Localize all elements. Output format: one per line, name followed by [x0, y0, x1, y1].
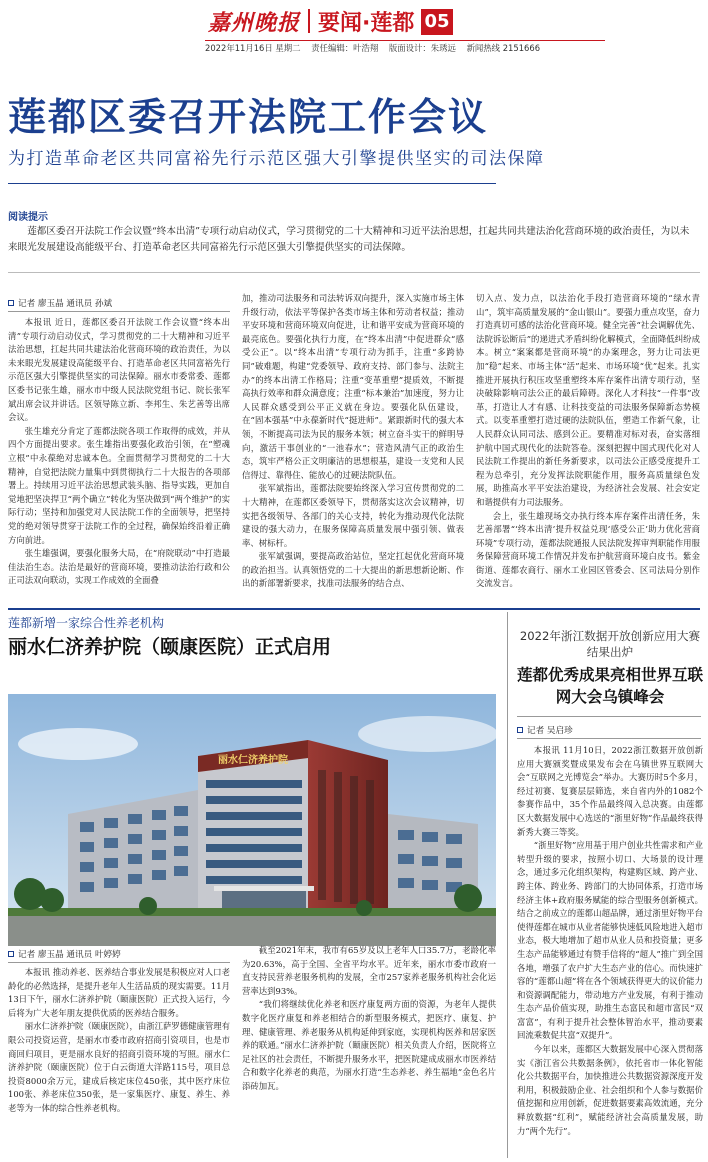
byline-rule — [8, 311, 230, 312]
paragraph: “浙里好物”应用基于用户创业共性需求和产业转型升级的要求，按照小切口、大场景的设计理念，通过多元化组织架构，构建购区域、跨产业、跨主体、跨业务、跨部门的大协同体系，打造市场经济主体+政府服务赋能的综合型服务创新模式。结合之前成立的莲都山超品牌，通过浙里好物平台使得莲都在城市从业者能够快速低风险地进入超市业态，极大地增加了超市从业人员和投资量；更多生态产品能够通过有赞手信将的“超人”推广到全国各地，增强了农户扩大生态产业的信心。而快速扩容的“莲都山超”将在各个领域获得更大的议价能力和资源调配能力，带动地方产业发展，有利于推动生态产品价值实现，助推生态富民和超市富民“双富富”，有利于提升社会整体智治水平，推动要素回流乘数促共富“双提升”。 — [517, 840, 703, 1041]
story2-kicker: 莲都新增一家综合性养老机构 — [8, 616, 165, 630]
paragraph: 切入点、发力点，以法治化手段打造营商环境的“绿水青山”，筑牢高质量发展的“金山银山”。要强力重点攻坚，奋力打造真切可感的法治化营商环境。健全完善“社会调解优先、法院诉讼断后”的递进式矛盾纠纷化解模式，全面降低纠纷成本。树立“案案都是营商环境”的办案理念，努力让司法更加“稳”起来、市场主体“活”起来、市场环境“优”起来。扎实推进开展执行积压攻坚重塑终本库存案件出清专项行动，坚决破除影响司法公正的最后障碍。深化人才科技“一件事”改革，打造让人才有感、让科技变益的司法服务保障新态势模式。以变革重塑打造过硬的法院队伍，塑造工作新气象，让人民群众认同司法、感到公正。要精准对标对表，奋实落细护航中国式现代化的法院答卷。深刻把握中国式现代化对人民法院工作提出的新任务新要求，以司法公正感受度提升工程为总牵引，充分发挥法院职能作用，服务高质量绿色发展，助推高水平平安法治建设，为经济社会发展、社会安定和谐提供有力司法服务。 — [476, 293, 700, 507]
story3-column — [517, 744, 703, 1158]
story2-column-1 — [8, 966, 230, 1158]
masthead-brand — [208, 6, 414, 36]
story3-kicker: 2022年浙江数据开放创新应用大赛结果出炉 — [519, 629, 701, 659]
section-title: 要闻·莲都 — [318, 10, 415, 36]
paragraph: 今年以来，莲都区大数据发展中心深入贯彻落实《浙江省公共数据条例》，依托省市一体化智能化公共数据平台，加快推进公共数据资源深度开发利用，积极鼓励企业、社会组织和个人参与数据价值挖掘和应用创新，促进数据要素高效流通，充分释放数据“红利”，赋能经济社会高质量发展，助力“两个先行”。 — [517, 1044, 703, 1136]
designer-credit: 版面设计：朱琇远 — [388, 43, 456, 53]
paragraph: 张军斌指出，莲都法院要始终深入学习宣传贯彻党的二十大精神，在莲都区委领导下，贯彻落实这次会议精神，切实把各级领导、各部门的关心支持，转化为推动现代化法院建设的强大动力，在服务保障高质量发展中强引领、做表率、树标杆。 — [242, 483, 464, 548]
story1-subhead: 为打造革命老区共同富裕先行示范区强大引擎提供坚实的司法保障 — [8, 149, 545, 169]
masthead-divider — [308, 9, 310, 33]
lead-label: 阅读提示 — [8, 212, 48, 223]
lead-text: 莲都区委召开法院工作会议暨“终本出清”专项行动启动仪式，学习贯彻党的二十大精神和习近平法治思想，扛起共同共建法治化营商环境的政治责任，为以未来眼光发展建设高能级平台、打造革命老区共同富裕先行示范区强大引擎提供坚实的司法保障。 — [8, 226, 690, 253]
masthead-rule — [205, 40, 605, 41]
story2-column-2 — [242, 944, 496, 1158]
masthead-info — [205, 42, 548, 54]
story2-headline: 丽水仁济养护院（颐康医院）正式启用 — [8, 636, 332, 658]
story3-byline — [517, 724, 573, 736]
story2-byline — [8, 948, 121, 960]
column-divider — [507, 612, 508, 1158]
byline-rule — [8, 962, 230, 963]
lead-rule — [8, 272, 700, 273]
story3-headline: 莲都优秀成果亮相世界互联网大会乌镇峰会 — [517, 666, 704, 706]
paragraph: 加，推动司法服务和司法转诉双向提升，深入实施市场主体升级行动，依法平等保护各类市场主体和劳动者权益；推动平安环境和营商环境双向促进，让和谐平安成为营商环境的最亮底色。要强化执行力度，在“终本出清”中促进群众“感受公正”。以“终本出清”专项行动为抓手，注重“多跨协同”破难题，构建“党委领导、政府支持、部门参与、法院主办”的终本出清工作格局；注重“变革重塑”提质效，不断提高执行效率和群众满意度；注重“标本兼治”加速度，努力让人民群众感受到公平正义就在身边。要强化队伍建设，在“固本强基”中永葆新时代“挺进师”。紧跟新时代的强大本领，不断提高司法为民的服务本领；树立奋斗实干的鲜明导向，激活干事创业的“一池春水”；营造风清气正的政治生态，筑牢严格公正文明廉洁的思想根基，建设一支党和人民信得过、靠得住、能放心的过硬法院队伍。 — [242, 293, 464, 480]
editor-credit: 责任编辑：叶浩翔 — [311, 43, 379, 53]
headline-rule — [8, 183, 496, 184]
page-number: 05 — [421, 9, 453, 35]
byline-square-icon — [8, 300, 14, 306]
headline-rule — [517, 716, 701, 717]
paragraph: 本报讯 11月10日，2022浙江数据开放创新应用大赛颁奖暨成果发布会在乌镇世界互联网大会“互联网之光博览会”举办。大赛历时5个多月，经过初赛、复赛层层筛选，来自省内外的1082个参赛作品中，35个作品最终闯入总决赛。由莲都区大数据发展中心选送的“浙里好物”作品最终获得新秀大赛三等奖。 — [517, 745, 703, 837]
newspaper-logo: 嘉州晚报 — [208, 9, 301, 36]
story2-byline-text: 记者 廖玉晶 通讯员 叶婷婷 — [18, 950, 121, 960]
paragraph: 丽水仁济养护院（颐康医院），由浙江萨罗德健康管理有限公司投资运营，是丽水市委市政府招商引资项目，也是市商回归项目，更是丽水良好的招商引资环境的写照。丽水仁济养护院（颐康医院）位于白云街道大洋路115号，项目总投资8000余万元，建成后核定床位450张，其中医疗床位100张、养老床位350张，是一家集医疗、康复、养生、养老等为一体的综合性养老机构。 — [8, 1021, 230, 1113]
story1-column-1 — [8, 316, 230, 604]
news-hotline: 新闻热线 2151666 — [466, 43, 541, 53]
byline-square-icon — [8, 951, 14, 957]
story1-column-2 — [242, 292, 464, 604]
paragraph: “我们将继续优化养老和医疗康复两方面的资源，为老年人提供数字化医疗康复和养老相结合的新型服务模式，把医疗、康复、护理、健康管理、养老服务从机构延伸到家庭，实现机构医养和居家医养的联通。”丽水仁济养护院（颐康医院）相关负责人介绍，医院将立足社区的社会责任，不断提升服务水平，把医院建成成丽水市医养结合和数字化养老的典范，为丽水打造“生态养老、养生福地”金色名片添砖加瓦。 — [242, 999, 496, 1091]
story3-byline-text: 记者 吴启珍 — [527, 726, 573, 736]
paragraph: 张生雄充分肯定了莲都法院各项工作取得的成效，并从四个方面提出要求。张生雄指出要强化政治引领，在“塑魂立根”中永葆绝对忠诚本色。全面贯彻学习贯彻党的二十大精神，自觉把法院力量集中到贯彻执行二十大报告的各项部署上。持续用习近平法治思想武装头脑、指导实践，更加自觉地把坚决捍卫“两个确立”转化为坚决做到“两个维护”的实际行动；坚持和加强党对人民法院工作的全面领导，把坚持党的绝对领导贯穿于法院工作的全过程，确保始终沿着正确方向前进。 — [8, 425, 230, 545]
byline-square-icon — [517, 727, 523, 733]
story1-headline: 莲都区委召开法院工作会议 — [8, 95, 489, 139]
paragraph: 张军斌强调，要提高政治站位，坚定扛起优化营商环境的政治担当。认真领悟党的二十大提出的新思想新论断、作出的新部署新要求，找准司法服务的结合点、 — [242, 551, 464, 589]
story1-byline — [8, 297, 112, 309]
paragraph: 本报讯 近日，莲都区委召开法院工作会议暨“终本出清”专项行动启动仪式，学习贯彻党的二十大精神和习近平法治思想，扛起共同共建法治化营商环境的政治责任，为以未来眼光发展建设高能级平台、打造革命老区共同富裕先行示范区强大引擎提供坚实的司法保障。丽水市委常委、莲都区委书记张生雄，丽水市中级人民法院党组书记、院长张军斌出席会议并讲话。区领导陈立新、李邦生、朱艺善等出席会议。 — [8, 317, 230, 423]
building-sign: 丽水仁济养护院 — [218, 755, 288, 766]
section-divider — [8, 608, 700, 610]
story1-byline-text: 记者 廖玉晶 通讯员 孙斌 — [18, 299, 113, 309]
paragraph: 本报讯 推动养老、医养结合事业发展是积极应对人口老龄化的必然选择，是提升老年人生活品质的现实需要。11月13日下午，丽水仁济养护院（颐康医院）正式投入运行，今后将为广大老年朋友提供优质的医养结合服务。 — [8, 967, 230, 1018]
issue-date: 2022年11月16日 星期二 — [205, 43, 301, 53]
paragraph: 会上，张生雄现场交办执行终本库存案件出清任务，朱艺善部署“‘终本出清’提升权益兑现‘感受公正’助力优化营商环境”专项行动，莲都法院通报人民法院发挥审判职能作用服务保障营商环境工作情况并发布护航营商环境白皮书。紫金街道、莲都农商行、丽水工业园区管委会、区司法局分别作交流发言。 — [476, 510, 700, 589]
byline-rule — [517, 738, 701, 739]
paragraph: 张生雄强调，要强化服务大局，在“府院联动”中打造最佳法治生态。法治是最好的营商环境，要推动法治行政和公正司法双向联动，实现工作成效的全面叠 — [8, 548, 230, 586]
masthead — [0, 0, 708, 52]
hospital-building-photo — [8, 694, 496, 946]
story1-column-3 — [476, 292, 700, 604]
paragraph: 截至2021年末，我市有65岁及以上老年人口35.7万，老龄化率为20.63%，高于全国、全省平均水平。近年来，丽水市委市政府一直支持民营养老服务机构的发展，全市257家养老服务机构社会化运营率达到93%。 — [242, 945, 496, 996]
